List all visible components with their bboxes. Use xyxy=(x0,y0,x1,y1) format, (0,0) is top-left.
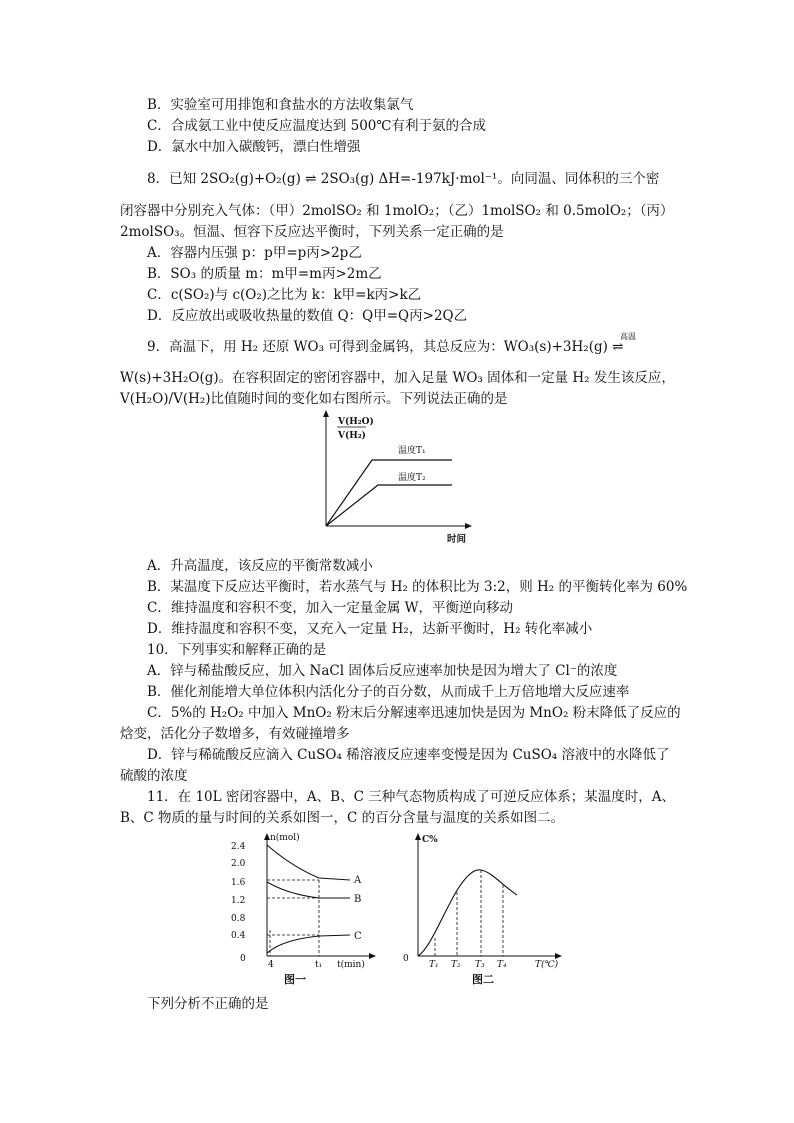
q10-option-a: A．锌与稀盐酸反应，加入 NaCl 固体后反应速率加快是因为增大了 Cl⁻的浓度 xyxy=(147,663,618,679)
q9-stem-line3: V(H₂O)/V(H₂)比值随时间的变化如右图所示。下列说法正确的是 xyxy=(120,391,508,407)
q7-option-d: D．氯水中加入碳酸钙，漂白性增强 xyxy=(147,139,361,155)
x-label: 时间 xyxy=(447,534,467,545)
x-tick-t4: T₄ xyxy=(497,960,507,970)
q8-option-b: B．SO₃ 的质量 m：m甲=m丙>2m乙 xyxy=(147,266,382,282)
q7-option-c: C．合成氨工业中使反应温度达到 500℃有利于氨的合成 xyxy=(147,118,486,134)
q9-stem-line1: 9．高温下，用 H₂ 还原 WO₃ 可得到金属钨，其总反应为：WO₃(s)+3H₂(g) ⇌ xyxy=(147,339,624,355)
x-axis-arrow xyxy=(555,953,562,959)
x-tick-t3: T₃ xyxy=(475,960,485,970)
q9-option-b: B．某温度下反应达平衡时，若水蒸气与 H₂ 的体积比为 3:2，则 H₂ 的平衡转化率为 60% xyxy=(147,579,688,595)
tick-2-4: 2.4 xyxy=(231,842,246,852)
x-tick-t2: T₂ xyxy=(451,960,461,970)
q8-option-a: A．容器内压强 p：p甲=p丙>2p乙 xyxy=(147,245,362,261)
x-tick-t1: t₁ xyxy=(315,960,323,970)
q11-stem-line1: 11．在 10L 密闭容器中，A、B、C 三种气态物质构成了可逆反应体系；某温度时，A、 xyxy=(147,789,675,805)
tick-1-6: 1.6 xyxy=(231,878,246,888)
x-axis-arrow xyxy=(369,953,376,959)
y-label-numerator: V(H₂O) xyxy=(338,417,374,427)
q11-stem-line3: 下列分析不正确的是 xyxy=(147,996,269,1012)
tick-0-4: 0.4 xyxy=(231,931,246,941)
y-axis-arrow xyxy=(323,410,329,417)
q11-figure-1 xyxy=(222,830,397,995)
q8-option-c: C．c(SO₂)与 c(O₂)之比为 k：k甲=k丙>k乙 xyxy=(147,287,422,303)
curve-c-percent xyxy=(418,870,517,956)
arrow-annotation: 高温 xyxy=(620,332,636,341)
series-c-label: C xyxy=(354,931,362,942)
q10-option-b: B．催化剂能增大单位体积内活化分子的百分数，从而成千上万倍地增大反应速率 xyxy=(147,684,630,700)
curve-t1-label: 温度T₁ xyxy=(398,446,426,456)
q8-option-d: D．反应放出或吸收热量的数值 Q：Q甲=Q丙>2Q乙 xyxy=(147,308,468,324)
q10-option-d-line1: D．锌与稀硫酸反应滴入 CuSO₄ 稀溶液反应速率变慢是因为 CuSO₄ 溶液中的水降低了 xyxy=(147,747,670,763)
caption: 图一 xyxy=(284,973,306,986)
q7-option-b: B．实验室可用排饱和食盐水的方法收集氯气 xyxy=(147,97,414,113)
q10-stem: 10．下列事实和解释正确的是 xyxy=(147,642,327,658)
q8-stem-line2: 闭容器中分别充入气体：（甲）2molSO₂ 和 1molO₂；（乙）1molSO₂ 和 0.5molO₂；（丙） xyxy=(120,203,674,219)
curve-a xyxy=(267,845,350,880)
curve-b xyxy=(267,882,350,898)
y-axis-arrow xyxy=(415,833,421,840)
q8-stem-line3: 2molSO₃。恒温、恒容下反应达平衡时，下列关系一定正确的是 xyxy=(120,224,504,240)
x-label: T(℃) xyxy=(535,960,559,970)
q8-stem-line1: 8．已知 2SO₂(g)+O₂(g) ⇌ 2SO₃(g) ΔH=-197kJ·mol⁻¹。向同温、同体积的三个密 xyxy=(147,171,660,187)
q10-option-d-line2: 硫酸的浓度 xyxy=(120,768,188,784)
q9-option-d: D．维持温度和容积不变，又充入一定量 H₂，达新平衡时，H₂ 转化率减小 xyxy=(147,621,593,637)
x-tick-4: 4 xyxy=(268,960,274,970)
q11-figure-2 xyxy=(400,830,580,995)
q10-option-c-line1: C．5%的 H₂O₂ 中加入 MnO₂ 粉末后分解速率迅速加快是因为 MnO₂ 粉末降低了反应的 xyxy=(147,705,681,721)
curve-c xyxy=(267,935,350,953)
q9-figure xyxy=(310,408,480,548)
origin: 0 xyxy=(403,954,409,964)
y-label-denominator: V(H₂) xyxy=(338,431,366,441)
x-tick-t1: T₁ xyxy=(429,960,439,970)
y-label: C% xyxy=(422,835,438,845)
tick-1-2: 1.2 xyxy=(231,896,246,906)
curve-t1 xyxy=(326,460,452,526)
tick-0: 0 xyxy=(240,954,246,964)
tick-2-0: 2.0 xyxy=(231,859,246,869)
x-axis-arrow xyxy=(465,523,472,529)
curve-t2 xyxy=(326,485,452,526)
curve-t2-label: 温度T₂ xyxy=(398,473,426,483)
series-a-label: A xyxy=(354,875,362,886)
x-label: t(min) xyxy=(337,960,365,970)
y-label: n(mol) xyxy=(270,833,300,843)
series-b-label: B xyxy=(354,894,362,905)
caption: 图二 xyxy=(472,973,494,986)
q11-stem-line2: B、C 物质的量与时间的关系如图一，C 的百分含量与温度的关系如图二。 xyxy=(120,810,565,826)
tick-0-8: 0.8 xyxy=(231,914,246,924)
q9-option-a: A．升高温度，该反应的平衡常数减小 xyxy=(147,558,373,574)
q9-stem-line2: W(s)+3H₂O(g)。在容积固定的密闭容器中，加入足量 WO₃ 固体和一定量 H₂ 发生该反应， xyxy=(120,370,675,386)
q10-option-c-line2: 焓变，活化分子数增多，有效碰撞增多 xyxy=(120,726,350,742)
q9-option-c: C．维持温度和容积不变，加入一定量金属 W，平衡逆向移动 xyxy=(147,600,513,616)
